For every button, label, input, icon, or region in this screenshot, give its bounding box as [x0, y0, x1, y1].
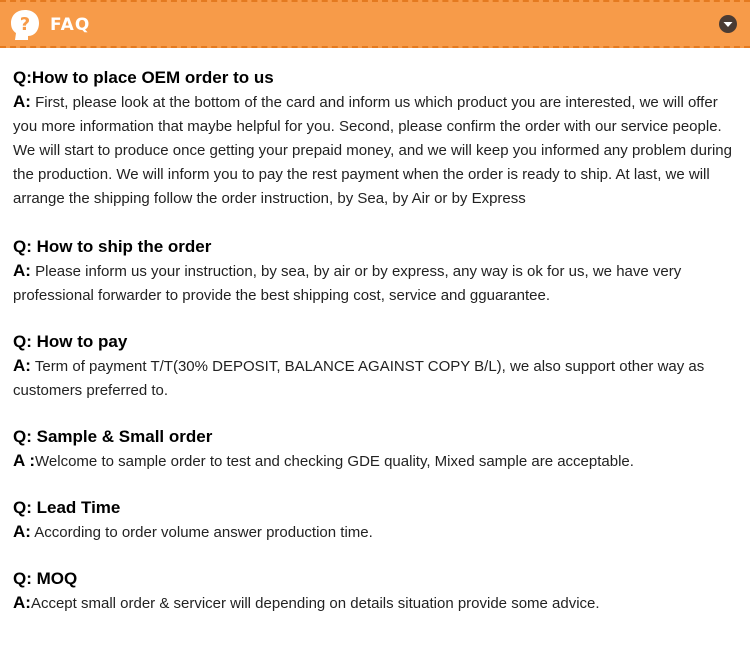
faq-question: Q: MOQ [13, 569, 78, 588]
answer-prefix: A: [13, 356, 31, 375]
faq-question: Q: How to ship the order [13, 237, 212, 256]
answer-text: According to order volume answer production time. [30, 524, 373, 541]
faq-item [13, 330, 740, 403]
faq-answer [13, 90, 740, 211]
faq-answer [13, 520, 740, 545]
faq-list [13, 66, 740, 638]
answer-text: First, please look at the bottom of the card and inform us which product you are interested, we will offer you more information that maybe helpful for you. Second, please confirm the order with our service people. We will start to produce once getting your prepaid money, and we will keep you informed any problem during the production. We will inform you to pay the rest payment when the order is ready to ship. At last, we will arrange the shipping follow the order instruction, by Sea, by Air or by Express [13, 94, 732, 207]
faq-item [13, 425, 740, 474]
faq-item [13, 235, 740, 308]
faq-answer [13, 354, 740, 403]
answer-prefix: A: [13, 261, 31, 280]
answer-prefix: A : [13, 451, 36, 470]
faq-question: Q: Lead Time [13, 498, 121, 517]
faq-item [13, 66, 740, 211]
answer-text: Accept small order & servicer will depending on details situation provide some advice. [30, 595, 600, 612]
faq-question: Q: How to pay [13, 332, 128, 351]
faq-answer [13, 591, 740, 616]
faq-answer [13, 449, 740, 474]
faq-question: Q:How to place OEM order to us [13, 68, 274, 87]
faq-question: Q: Sample & Small order [13, 427, 213, 446]
question-head-icon [8, 8, 42, 42]
faq-item [13, 496, 740, 545]
answer-prefix: A: [13, 92, 31, 111]
faq-item [13, 567, 740, 616]
answer-prefix: A: [13, 593, 31, 612]
chevron-down-icon[interactable] [718, 14, 738, 34]
faq-title: FAQ [50, 15, 91, 35]
answer-text: Please inform us your instruction, by sea, by air or by express, any way is ok for us, we have very professional forwarder to provide the best shipping cost, service and gguarantee. [13, 263, 682, 304]
answer-text: Term of payment T/T(30% DEPOSIT, BALANCE AGAINST COPY B/L), we also support other way as customers preferred to. [13, 358, 705, 399]
answer-text: Welcome to sample order to test and checking GDE quality, Mixed sample are acceptable. [35, 453, 634, 470]
faq-header [0, 0, 750, 48]
faq-answer [13, 259, 740, 308]
answer-prefix: A: [13, 522, 31, 541]
svg-text:?: ? [19, 14, 31, 35]
